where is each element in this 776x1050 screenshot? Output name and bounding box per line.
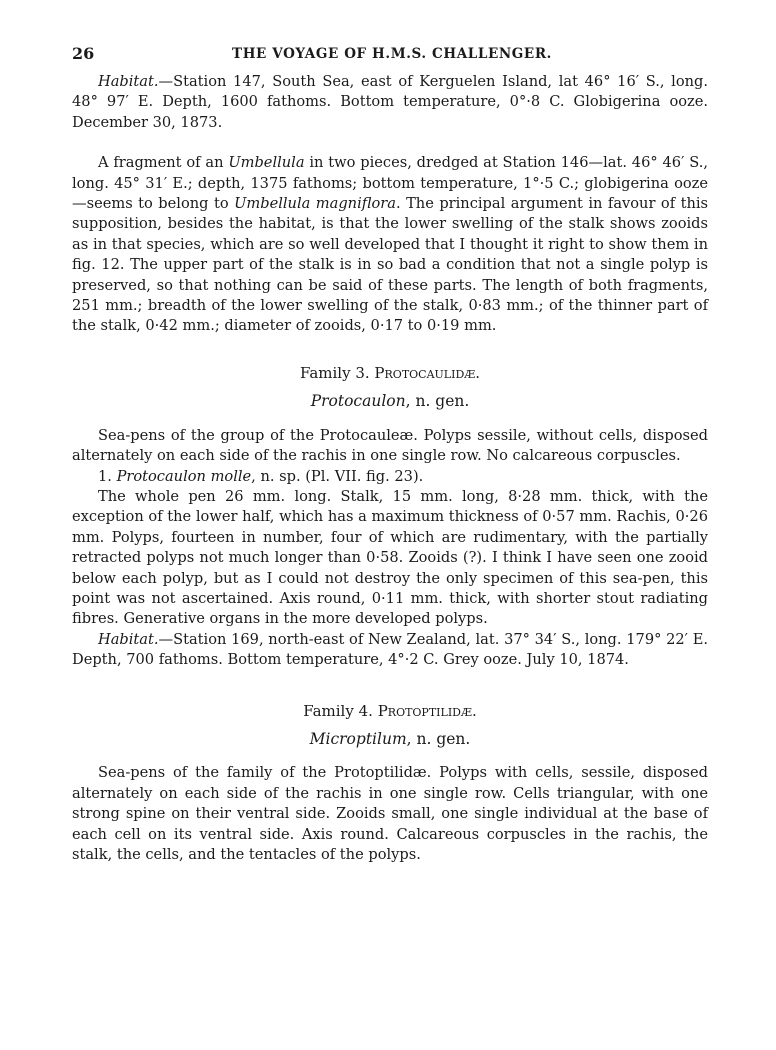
habitat-label: Habitat. <box>98 73 159 90</box>
page-body <box>72 72 708 865</box>
family-3-name: Protocaulidæ. <box>374 363 481 382</box>
habitat-text: —Station 169, north-east of New Zealand, lat. 37° 34′ S., long. 179° 22′ E. Depth, 700 fathoms. Bottom temperature, 4°·2 C. Grey ooze. July 10, 1874. <box>72 630 708 669</box>
species-heading <box>72 467 708 487</box>
genus-name: Protocaulon <box>310 392 406 411</box>
genus-microptilum-heading <box>72 729 708 749</box>
umbellula-text-3: . The principal argument in favour of this supposition, besides the habitat, is that the lower swelling of the stalk shows zooids as in that species, which are so well developed that I thought it right to show them in fig. 12. The upper part of the stalk is in so bad a condition that not a single polyp is preserved, so that nothing can be said of these parts. The length of both fragments, 251 mm.; breadth of the lower swelling of the stalk, 0·83 mm.; of the thinner part of the stalk, 0·42 mm.; diameter of zooids, 0·17 to 0·19 mm. <box>72 195 709 335</box>
running-title: THE VOYAGE OF H.M.S. CHALLENGER. <box>232 46 552 62</box>
family-3-heading <box>72 363 708 383</box>
family-4-name: Protoptilidæ. <box>377 701 477 720</box>
umbellula-species: Umbellula magniflora <box>234 195 396 213</box>
habitat-paragraph-station-169 <box>72 630 708 671</box>
habitat-paragraph-station-147 <box>72 72 708 133</box>
umbellula-genus: Umbellula <box>228 154 305 172</box>
umbellula-text-2: in two pieces, dredged at Station 146—lat. 46° 46′ S., long. 45° 31′ E.; depth, 1375 fathoms; bottom temperature, 1°·5 C.; globigerina ooze—seems to belong to <box>72 154 708 213</box>
page-number: 26 <box>72 44 95 63</box>
umbellula-text-1: A fragment of an <box>98 154 229 172</box>
species-suffix: , n. sp. (Pl. VII. fig. 23). <box>251 467 424 485</box>
habitat-label: Habitat. <box>98 630 159 648</box>
page-header <box>72 44 712 66</box>
habitat-text: —Station 147, South Sea, east of Kerguelen Island, lat 46° 16′ S., long. 48° 97′ E. Depth, 1600 fathoms. Bottom temperature, 0°·8 C. Globigerina ooze. December 30, 1873. <box>72 73 708 131</box>
family-3-prefix: Family 3. <box>299 363 375 382</box>
family-4-heading <box>72 701 708 721</box>
protocaulon-description: Sea-pens of the group of the Protocauleæ. Polyps sessile, without cells, disposed alternately on each side of the rachis in one single row. No calcareous corpuscles. <box>72 426 708 465</box>
microptilum-description: Sea-pens of the family of the Protoptilidæ. Polyps with cells, sessile, disposed alternately on each side of the rachis in one single row. Cells triangular, with one strong spine on their ventral side. Zooids small, one single individual at the base of each cell on its ventral side. Axis round. Calcareous corpuscles in the rachis, the stalk, the cells, and the tentacles of the polyps. <box>72 764 708 863</box>
family-4-prefix: Family 4. <box>303 701 378 720</box>
genus-suffix: , n. gen. <box>405 392 470 411</box>
species-description: The whole pen 26 mm. long. Stalk, 15 mm. long, 8·28 mm. thick, with the exception of the lower half, which has a maximum thickness of 0·57 mm. Rachis, 0·26 mm. Polyps, fourteen in number, four of which are rudimentary, with the partially retracted polyps not much longer than 0·58. Zooids (?). I think I have seen one zooid below each polyp, but as I could not destroy the only specimen of this sea-pen, this point was not ascertained. Axis round, 0·11 mm. thick, with shorter stout radiating fibres. Generative organs in the more developed polyps. <box>72 487 708 628</box>
species-name: Protocaulon molle <box>116 467 252 485</box>
umbellula-paragraph <box>72 153 708 337</box>
species-number: 1. <box>98 467 117 485</box>
genus-protocaulon-heading <box>72 391 708 411</box>
genus-suffix: , n. gen. <box>406 729 471 748</box>
genus-name: Microptilum <box>309 729 407 748</box>
